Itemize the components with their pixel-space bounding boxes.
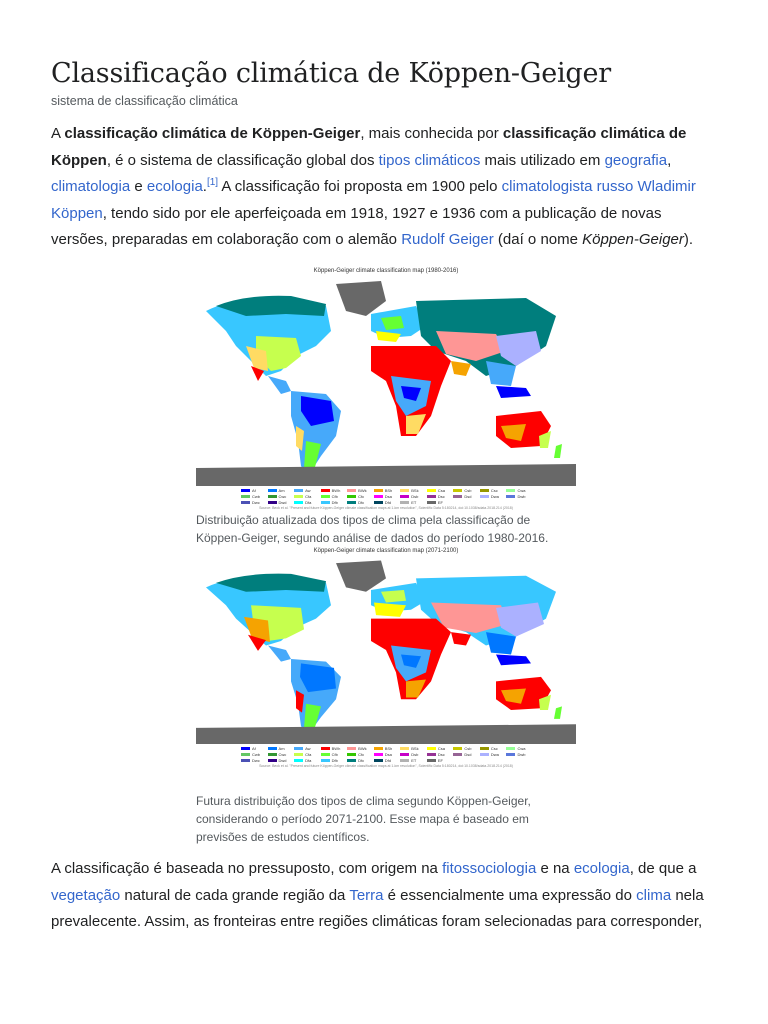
legend-label: Cwc <box>278 494 287 499</box>
legend-swatch <box>241 501 250 504</box>
link-ecologia[interactable]: ecologia <box>146 178 203 195</box>
legend-label: BWk <box>358 488 367 493</box>
legend-label: Cfa <box>305 494 312 499</box>
legend-swatch <box>268 747 277 750</box>
legend-label: Dwa <box>490 494 499 499</box>
world-climate-map <box>196 276 576 486</box>
legend-item <box>374 488 399 493</box>
legend-swatch <box>480 753 489 756</box>
legend-item <box>347 746 372 751</box>
legend-item <box>427 746 452 751</box>
legend-label: Dfb <box>331 500 338 505</box>
legend-label: Dsd <box>464 494 472 499</box>
legend-swatch <box>347 489 356 492</box>
link-terra[interactable]: Terra <box>349 886 384 904</box>
legend-swatch <box>321 495 330 498</box>
legend-swatch <box>400 753 409 756</box>
map-legend <box>241 746 531 763</box>
page-subtitle: sistema de classificação climática <box>51 94 238 108</box>
legend-swatch <box>453 753 462 756</box>
legend-label: Dwa <box>490 752 499 757</box>
legend-label: Dfb <box>331 758 338 763</box>
legend-label: Dwc <box>252 758 260 763</box>
legend-label: Dsb <box>411 494 419 499</box>
legend-item <box>241 752 266 757</box>
legend-swatch <box>427 753 436 756</box>
legend-label: Dwb <box>517 494 526 499</box>
legend-item <box>321 746 346 751</box>
legend-swatch <box>427 759 436 762</box>
legend-label: Dsc <box>437 494 445 499</box>
legend-item <box>294 752 319 757</box>
legend-label: BWh <box>331 488 341 493</box>
legend-label: ET <box>411 758 417 763</box>
world-climate-map <box>196 556 576 744</box>
legend-label: Dwc <box>252 500 260 505</box>
legend-item <box>400 488 425 493</box>
legend-item <box>400 752 425 757</box>
climate-map-figure-2071-2100[interactable] <box>196 546 576 769</box>
legend-item <box>294 488 319 493</box>
legend-label: BSh <box>384 746 393 751</box>
link-wladimir-koppen[interactable]: Wladimir Köppen <box>51 178 696 222</box>
legend-swatch <box>427 489 436 492</box>
legend-swatch <box>347 501 356 504</box>
map-title: Köppen-Geiger climate classification map (1980-2016) <box>313 268 459 274</box>
map-source: Source: Beck et al. "Present and future Köppen-Geiger climate classification maps at 1-km resolution", Scientific Data 5:180214, doi:10.1038/sdata.2018.214 (2018) <box>259 764 513 768</box>
legend-item <box>268 752 293 757</box>
legend-label: Cwc <box>278 752 287 757</box>
legend-label: Af <box>252 746 256 751</box>
legend-label: Cwa <box>517 488 526 493</box>
legend-swatch <box>427 501 436 504</box>
legend-label: Cwb <box>252 494 261 499</box>
legend-label: Csc <box>490 746 498 751</box>
legend-swatch <box>453 489 462 492</box>
legend-label: Csb <box>464 746 472 751</box>
legend-swatch <box>241 495 250 498</box>
legend-swatch <box>400 501 409 504</box>
legend-item <box>321 494 346 499</box>
link-climatologia[interactable]: climatologia <box>51 178 131 195</box>
legend-item <box>241 494 266 499</box>
legend-swatch <box>241 489 250 492</box>
climate-map-figure-1980-2016[interactable] <box>196 266 576 511</box>
legend-label: Dfd <box>384 758 391 763</box>
legend-swatch <box>374 495 383 498</box>
legend-swatch <box>453 495 462 498</box>
legend-swatch <box>347 495 356 498</box>
legend-item <box>374 752 399 757</box>
legend-label: Dwb <box>517 752 526 757</box>
legend-label: Dfd <box>384 500 391 505</box>
legend-label: Cfb <box>331 752 338 757</box>
legend-swatch <box>241 753 250 756</box>
link-rudolf-geiger[interactable]: Rudolf Geiger <box>401 231 494 248</box>
legend-swatch <box>321 759 330 762</box>
legend-swatch <box>374 489 383 492</box>
legend-item <box>506 746 531 751</box>
legend-label: Dfc <box>358 758 365 763</box>
legend-label: Cfa <box>305 752 312 757</box>
bold-term: classificação climática de Köppen <box>51 125 687 169</box>
legend-swatch <box>268 753 277 756</box>
legend-item <box>453 494 478 499</box>
legend-swatch <box>427 747 436 750</box>
legend-item <box>506 752 531 757</box>
legend-item <box>427 752 452 757</box>
legend-swatch <box>241 759 250 762</box>
bold-term: classificação climática de Köppen-Geiger <box>64 125 361 142</box>
legend-label: Dsb <box>411 752 419 757</box>
page-title: Classificação climática de Köppen-Geiger <box>51 58 611 89</box>
legend-swatch <box>294 759 303 762</box>
figure-caption: Futura distribuição dos tipos de clima segundo Köppen-Geiger, considerando o período 2071-2100. Esse mapa é baseado em previsões de estudos científicos. <box>196 794 531 844</box>
legend-label: Cfb <box>331 494 338 499</box>
legend-item <box>480 494 505 499</box>
legend-label: Csc <box>490 488 498 493</box>
legend-swatch <box>506 489 515 492</box>
legend-label: EF <box>437 500 443 505</box>
legend-swatch <box>268 501 277 504</box>
link-climatologista[interactable]: climatologista <box>501 178 593 195</box>
legend-label: Dsd <box>464 752 472 757</box>
legend-label: BSh <box>384 488 393 493</box>
legend-item <box>268 746 293 751</box>
link-geografia[interactable]: geografia <box>604 151 668 169</box>
legend-swatch <box>506 747 515 750</box>
legend-item <box>241 488 266 493</box>
legend-swatch <box>374 753 383 756</box>
legend-item <box>347 488 372 493</box>
legend-swatch <box>400 747 409 750</box>
intro-paragraph: A classificação climática de Köppen-Geiger, mais conhecida por classificação climática de Köppen, é o sistema de classificação global dos tipos climáticos mais utilizado em geografia, climatologia e ecologia.[1] A classificação foi proposta em 1900 pelo climatologista russo Wladimir Köppen, tendo sido por ele aperfeiçoada em 1918, 1927 e 1936 com a publicação de novas versões, preparadas em colaboração com o alemão Rudolf Geiger (daí o nome Köppen-Geiger). <box>51 125 696 248</box>
link-tipos-climaticos[interactable]: tipos climáticos <box>378 151 481 169</box>
legend-label: Cfc <box>358 752 365 757</box>
map-legend <box>241 488 531 505</box>
legend-swatch <box>321 489 330 492</box>
legend-swatch <box>321 501 330 504</box>
legend-label: Cwa <box>517 746 526 751</box>
legend-label: Dfc <box>358 500 365 505</box>
legend-swatch <box>400 489 409 492</box>
legend-swatch <box>347 747 356 750</box>
legend-swatch <box>321 753 330 756</box>
legend-label: Aw <box>305 488 311 493</box>
legend-swatch <box>480 495 489 498</box>
legend-label: Aw <box>305 746 311 751</box>
map-title: Köppen-Geiger climate classification map (2071-2100) <box>313 548 459 554</box>
legend-swatch <box>347 759 356 762</box>
legend-swatch <box>294 753 303 756</box>
legend-swatch <box>268 495 277 498</box>
legend-swatch <box>374 501 383 504</box>
legend-label: Csa <box>437 746 445 751</box>
legend-item <box>480 746 505 751</box>
legend-item <box>480 488 505 493</box>
legend-swatch <box>400 759 409 762</box>
legend-item <box>347 752 372 757</box>
legend-item <box>427 494 452 499</box>
legend-item <box>453 752 478 757</box>
legend-label: BSk <box>411 746 419 751</box>
legend-label: Cfc <box>358 494 365 499</box>
legend-item <box>294 746 319 751</box>
legend-item <box>453 746 478 751</box>
legend-label: Am <box>278 488 285 493</box>
link-fitossociologia[interactable]: fitossociologia <box>442 860 537 877</box>
link-ecologia[interactable]: ecologia <box>573 860 630 877</box>
legend-swatch <box>400 495 409 498</box>
legend-item <box>321 752 346 757</box>
legend-item <box>347 494 372 499</box>
legend-swatch <box>241 747 250 750</box>
legend-label: Dfa <box>305 500 312 505</box>
link-vegetacao[interactable]: vegetação <box>51 886 121 904</box>
legend-item <box>453 488 478 493</box>
legend-swatch <box>321 747 330 750</box>
legend-swatch <box>294 489 303 492</box>
figure-caption: Distribuição atualizada dos tipos de clima pela classificação de Köppen-Geiger, segundo análise de dados do período 1980-2016. <box>196 513 549 545</box>
legend-swatch <box>294 747 303 750</box>
legend-item <box>400 746 425 751</box>
legend-item <box>268 488 293 493</box>
legend-label: Dsc <box>437 752 445 757</box>
legend-swatch <box>480 747 489 750</box>
legend-label: Dsa <box>384 494 392 499</box>
reference-link[interactable]: [1] <box>206 177 219 188</box>
legend-label: Dsa <box>384 752 392 757</box>
legend-swatch <box>294 501 303 504</box>
legend-label: BSk <box>411 488 419 493</box>
legend-item <box>241 746 266 751</box>
legend-item <box>374 494 399 499</box>
legend-item <box>480 752 505 757</box>
legend-label: BWh <box>331 746 341 751</box>
legend-label: Cwb <box>252 752 261 757</box>
legend-label: Dwd <box>278 758 287 763</box>
legend-swatch <box>294 495 303 498</box>
legend-item <box>506 494 531 499</box>
legend-swatch <box>374 759 383 762</box>
legend-item <box>427 488 452 493</box>
legend-swatch <box>506 753 515 756</box>
legend-swatch <box>268 489 277 492</box>
legend-item <box>400 494 425 499</box>
legend-swatch <box>268 759 277 762</box>
legend-label: Am <box>278 746 285 751</box>
legend-label: Dwd <box>278 500 287 505</box>
legend-label: EF <box>437 758 443 763</box>
link-clima[interactable]: clima <box>636 886 672 904</box>
legend-item <box>268 494 293 499</box>
legend-swatch <box>480 489 489 492</box>
legend-swatch <box>374 747 383 750</box>
legend-item <box>374 746 399 751</box>
legend-swatch <box>506 495 515 498</box>
legend-swatch <box>347 753 356 756</box>
legend-label: Csa <box>437 488 445 493</box>
link-russo[interactable]: russo <box>596 178 634 195</box>
legend-swatch <box>453 747 462 750</box>
legend-label: BWk <box>358 746 367 751</box>
map-source: Source: Beck et al. "Present and future Köppen-Geiger climate classification maps at 1-km resolution", Scientific Data 5:180214, doi:10.1038/sdata.2018.214 (2018) <box>259 506 513 510</box>
body-paragraph: A classificação é baseada no pressuposto, com origem na fitossociologia e na ecologia, de que a vegetação natural de cada grande região da Terra é essencialmente uma expressão do clima nela prevalecente. Assim, as fronteiras entre regiões climáticas foram selecionadas para corresponder, <box>51 860 704 930</box>
legend-item <box>294 494 319 499</box>
legend-label: Af <box>252 488 256 493</box>
legend-label: Dfa <box>305 758 312 763</box>
legend-item <box>321 488 346 493</box>
legend-label: ET <box>411 500 417 505</box>
legend-swatch <box>427 495 436 498</box>
legend-label: Csb <box>464 488 472 493</box>
legend-item <box>506 488 531 493</box>
